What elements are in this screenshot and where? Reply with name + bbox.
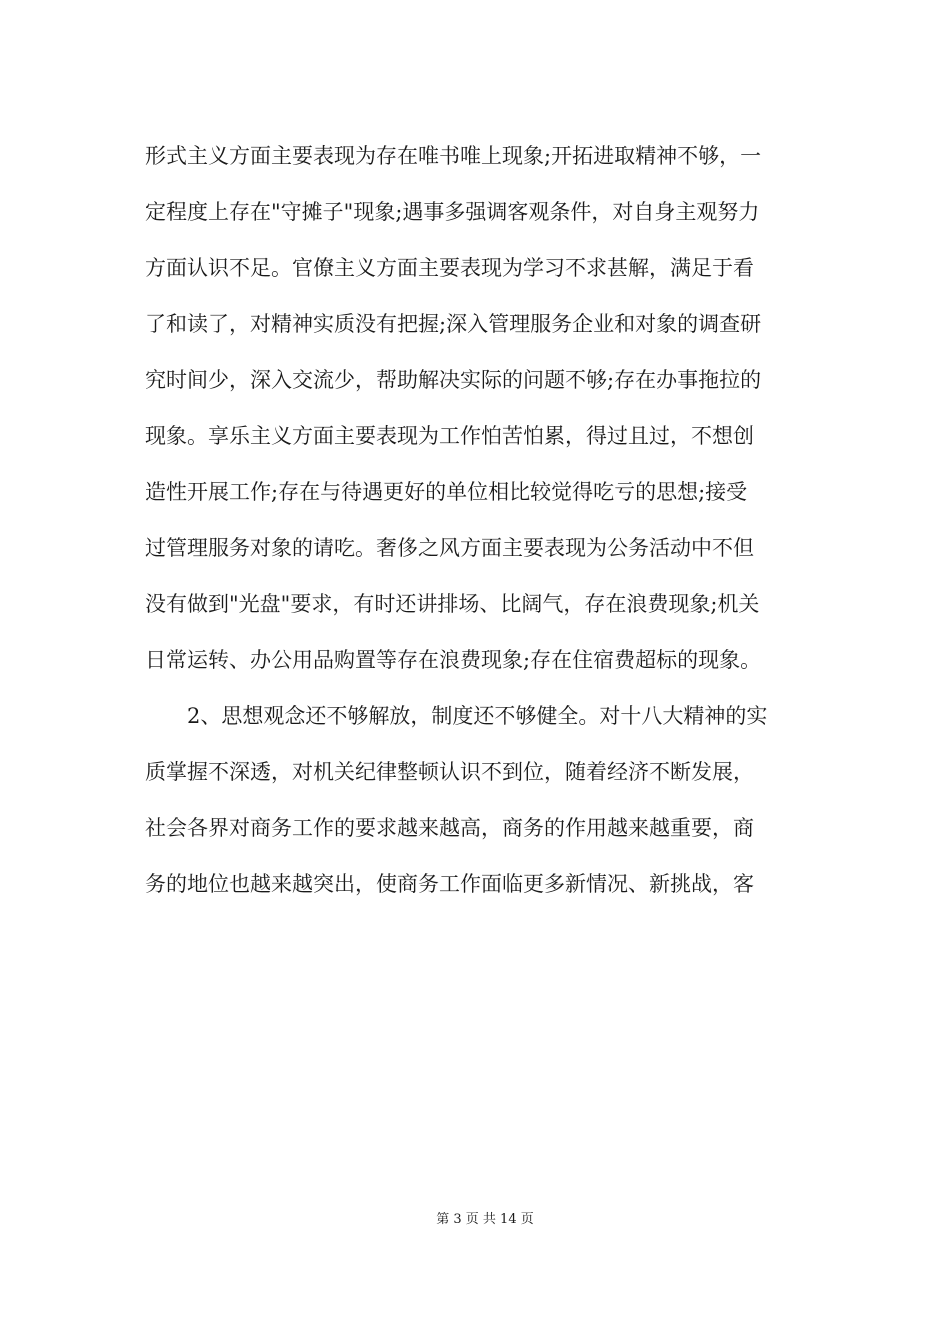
text-line: 现象。享乐主义方面主要表现为工作怕苦怕累，得过且过，不想创 [145, 424, 754, 448]
text-line: 务的地位也越来越突出，使商务工作面临更多新情况、新挑战，客 [145, 872, 754, 896]
body-text [145, 128, 815, 912]
text-line: 了和读了，对精神实质没有把握;深入管理服务企业和对象的调查研 [145, 312, 762, 336]
text-line: 方面认识不足。官僚主义方面主要表现为学习不求甚解，满足于看 [145, 256, 754, 280]
text-line: 究时间少，深入交流少，帮助解决实际的问题不够;存在办事拖拉的 [145, 368, 762, 392]
text-line: 日常运转、办公用品购置等存在浪费现象;存在住宿费超标的现象。 [145, 648, 762, 672]
text-line: 过管理服务对象的请吃。奢侈之风方面主要表现为公务活动中不但 [145, 536, 754, 560]
text-line: 2、思想观念还不够解放，制度还不够健全。对十八大精神的实 [145, 704, 768, 728]
text-line: 社会各界对商务工作的要求越来越高，商务的作用越来越重要，商 [145, 816, 754, 840]
page-number: 第 3 页 共 14 页 [436, 1212, 534, 1227]
text-line: 定程度上存在"守摊子"现象;遇事多强调客观条件，对自身主观努力 [145, 200, 760, 224]
text-line: 质掌握不深透，对机关纪律整顿认识不到位，随着经济不断发展， [145, 760, 754, 784]
text-line: 形式主义方面主要表现为存在唯书唯上现象;开拓进取精神不够，一 [145, 144, 762, 168]
text-line: 造性开展工作;存在与待遇更好的单位相比较觉得吃亏的思想;接受 [145, 480, 748, 504]
text-line: 没有做到"光盘"要求，有时还讲排场、比阔气，存在浪费现象;机关 [145, 592, 760, 616]
